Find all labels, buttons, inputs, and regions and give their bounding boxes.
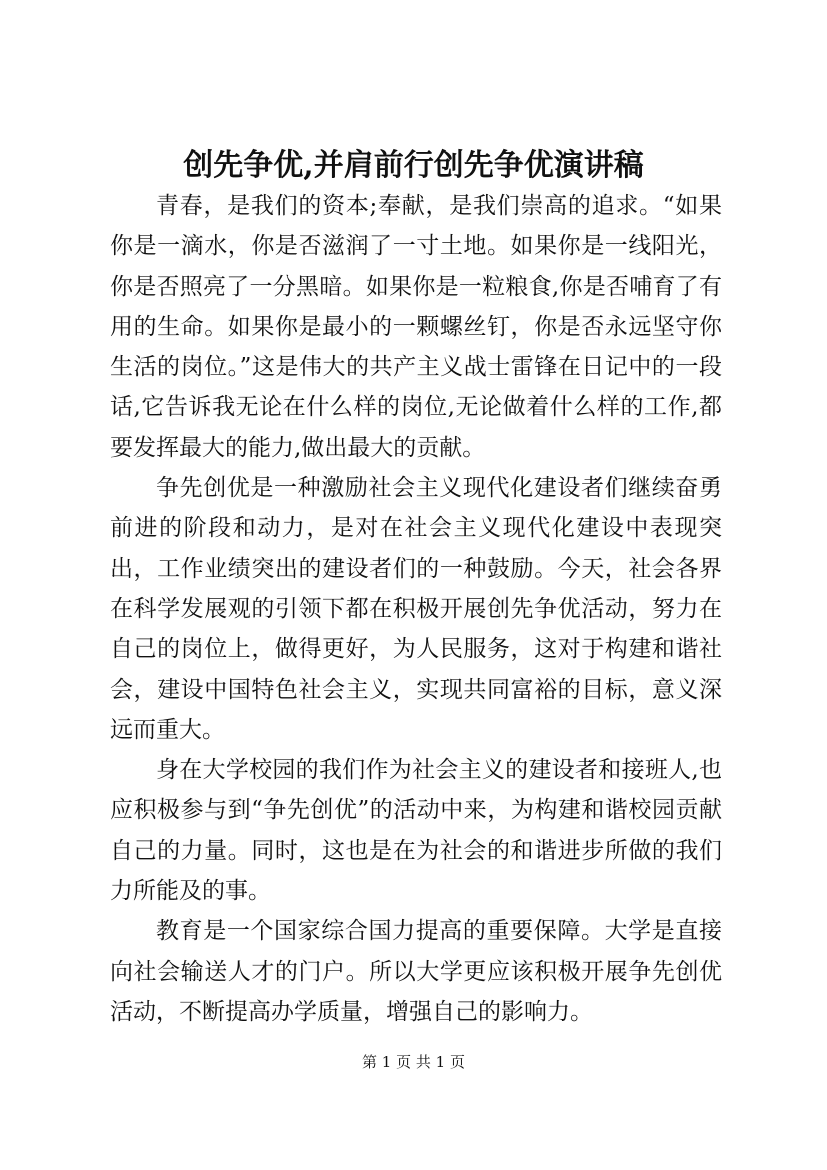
paragraph: 争先创优是一种激励社会主义现代化建设者们继续奋勇前进的阶段和动力，是对在社会主义现代化建设中表现突出，工作业绩突出的建设者们的一种鼓励。今天，社会各界在科学发展观的引领下都在积极开展创先争优活动，努力在自己的岗位上，做得更好，为人民服务，这对于构建和谐社会，建设中国特色社会主义，实现共同富裕的目标，意义深远而重大。 — [110, 475, 722, 743]
page-footer: 第 1 页 共 1 页 — [362, 1053, 465, 1071]
document-title: 创先争优,并肩前行创先争优演讲稿 — [183, 148, 644, 183]
paragraph: 青春，是我们的资本;奉献，是我们崇高的追求。“如果你是一滴水，你是否滋润了一寸土地。如果你是一线阳光，你是否照亮了一分黑暗。如果你是一粒粮食,你是否哺育了有用的生命。如果你是最小的一颗螺丝钉，你是否永远坚守你生活的岗位。”这是伟大的共产主义战士雷锋在日记中的一段话,它告诉我无论在什么样的岗位,无论做着什么样的工作,都要发挥最大的能力,做出最大的贡献。 — [110, 193, 722, 461]
document-body — [110, 186, 722, 1032]
paragraph: 教育是一个国家综合国力提高的重要保障。大学是直接向社会输送人才的门户。所以大学更应该积极开展争先创优活动，不断提高办学质量，增强自己的影响力。 — [110, 918, 722, 1025]
paragraph: 身在大学校园的我们作为社会主义的建设者和接班人,也应积极参与到“争先创优”的活动中来，为构建和谐校园贡献自己的力量。同时，这也是在为社会的和谐进步所做的我们力所能及的事。 — [110, 757, 722, 905]
